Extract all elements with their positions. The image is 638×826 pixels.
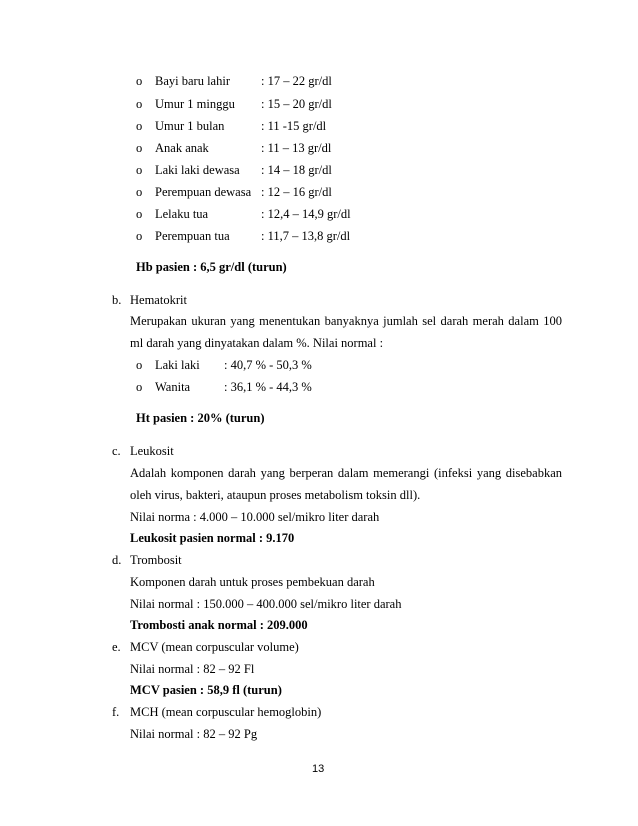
list-item-label: Perempuan tua — [155, 229, 230, 243]
bullet-icon: o — [136, 185, 143, 199]
bullet-icon: o — [136, 380, 143, 394]
bullet-icon: o — [136, 229, 143, 243]
page-number: 13 — [312, 763, 325, 775]
mcv-result: MCV pasien : 58,9 fl (turun) — [130, 683, 282, 697]
list-item-label: Umur 1 bulan — [155, 119, 225, 133]
hb-result: Hb pasien : 6,5 gr/dl (turun) — [136, 260, 287, 274]
bullet-icon: o — [136, 74, 143, 88]
section-marker: e. — [112, 640, 121, 654]
list-item-label: Perempuan dewasa — [155, 185, 252, 199]
section-title: MCV (mean corpuscular volume) — [130, 640, 299, 654]
list-item-value: : 14 – 18 gr/dl — [261, 163, 332, 177]
list-item-label: Wanita — [155, 380, 191, 394]
list-item-value: : 17 – 22 gr/dl — [261, 74, 332, 88]
section-title: Hematokrit — [130, 293, 187, 307]
list-item-value: : 12 – 16 gr/dl — [261, 185, 332, 199]
normal-value: Nilai normal : 150.000 – 400.000 sel/mikro liter darah — [130, 597, 402, 611]
list-item-value: : 40,7 % - 50,3 % — [224, 358, 312, 372]
list-item-label: Umur 1 minggu — [155, 97, 235, 111]
bullet-icon: o — [136, 358, 143, 372]
list-item-label: Anak anak — [155, 141, 209, 155]
list-item-label: Bayi baru lahir — [155, 74, 230, 88]
list-item-value: : 36,1 % - 44,3 % — [224, 380, 312, 394]
normal-value: Nilai normal : 82 – 92 Fl — [130, 662, 255, 676]
section-description: Merupakan ukuran yang menentukan banyaknya jumlah sel darah merah dalam 100 — [130, 314, 562, 328]
normal-value: Nilai normal : 82 – 92 Pg — [130, 727, 258, 741]
trombosit-result: Trombosti anak normal : 209.000 — [130, 618, 308, 632]
list-item-value: : 15 – 20 gr/dl — [261, 97, 332, 111]
list-item-label: Laki laki dewasa — [155, 163, 240, 177]
list-item-value: : 11 -15 gr/dl — [261, 119, 327, 133]
section-title: MCH (mean corpuscular hemoglobin) — [130, 705, 322, 719]
list-item-label: Laki laki — [155, 358, 200, 372]
bullet-icon: o — [136, 207, 143, 221]
bullet-icon: o — [136, 163, 143, 177]
section-title: Leukosit — [130, 444, 174, 458]
section-description-cont: oleh virus, bakteri, ataupun proses metabolism toksin dll). — [130, 488, 421, 502]
section-marker: c. — [112, 444, 121, 458]
normal-value: Nilai norma : 4.000 – 10.000 sel/mikro liter darah — [130, 510, 380, 524]
bullet-icon: o — [136, 119, 143, 133]
section-description-cont: ml darah yang dinyatakan dalam %. Nilai normal : — [130, 336, 384, 350]
section-title: Trombosit — [130, 553, 182, 567]
section-marker: d. — [112, 553, 122, 567]
leukosit-result: Leukosit pasien normal : 9.170 — [130, 531, 295, 545]
section-marker: f. — [112, 705, 120, 719]
list-item-value: : 11,7 – 13,8 gr/dl — [261, 229, 351, 243]
ht-result: Ht pasien : 20% (turun) — [136, 411, 265, 425]
bullet-icon: o — [136, 97, 143, 111]
section-description: Komponen darah untuk proses pembekuan darah — [130, 575, 375, 589]
bullet-icon: o — [136, 141, 143, 155]
list-item-label: Lelaku tua — [155, 207, 209, 221]
section-marker: b. — [112, 293, 122, 307]
section-description: Adalah komponen darah yang berperan dalam memerangi (infeksi yang disebabkan — [130, 466, 562, 480]
list-item-value: : 11 – 13 gr/dl — [261, 141, 332, 155]
list-item-value: : 12,4 – 14,9 gr/dl — [261, 207, 351, 221]
